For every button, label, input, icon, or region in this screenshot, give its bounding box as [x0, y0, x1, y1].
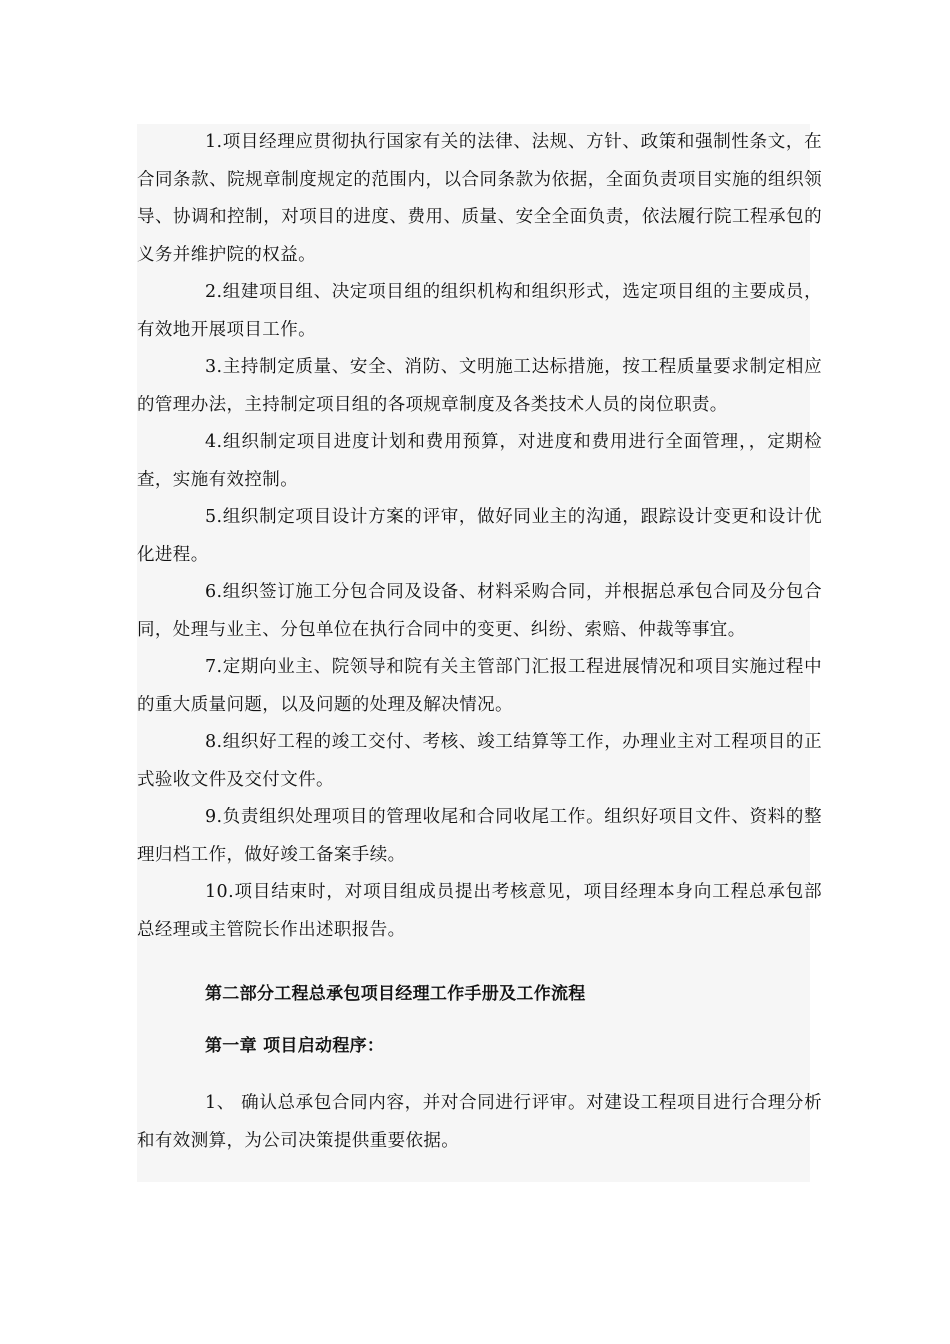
chapter-heading: 第一章 项目启动程序： — [205, 1036, 385, 1056]
paragraph-10: 10.项目结束时，对项目组成员提出考核意见，项目经理本身向工程总承包部总经理或主管院长作出述职报告。 — [137, 882, 822, 940]
paragraph-4: 4.组织制定项目进度计划和费用预算，对进度和费用进行全面管理，，定期检查，实施有效控制。 — [137, 432, 822, 490]
paragraph-7: 7.定期向业主、院领导和院有关主管部门汇报工程进展情况和项目实施过程中的重大质量问题，以及问题的处理及解决情况。 — [137, 657, 822, 715]
part-heading: 第二部分工程总承包项目经理工作手册及工作流程 — [205, 984, 586, 1004]
paragraph-9: 9.负责组织处理项目的管理收尾和合同收尾工作。组织好项目文件、资料的整理归档工作，做好竣工备案手续。 — [137, 807, 822, 865]
paragraph-1: 1.项目经理应贯彻执行国家有关的法律、法规、方针、政策和强制性条文，在合同条款、院规章制度规定的范围内，以合同条款为依据，全面负责项目实施的组织领导、协调和控制，对项目的进度、费用、质量、安全全面负责，依法履行院工程承包的义务并维护院的权益。 — [137, 132, 822, 265]
paragraph-3: 3.主持制定质量、安全、消防、文明施工达标措施，按工程质量要求制定相应的管理办法，主持制定项目组的各项规章制度及各类技术人员的岗位职责。 — [137, 357, 822, 415]
paragraph-2: 2.组建项目组、决定项目组的组织机构和组织形式，选定项目组的主要成员，有效地开展项目工作。 — [137, 282, 822, 340]
paragraph-8: 8.组织好工程的竣工交付、考核、竣工结算等工作，办理业主对工程项目的正式验收文件及交付文件。 — [137, 732, 822, 790]
paragraph-6: 6.组织签订施工分包合同及设备、材料采购合同，并根据总承包合同及分包合同，处理与业主、分包单位在执行合同中的变更、纠纷、索赔、仲裁等事宜。 — [137, 582, 822, 640]
paragraph-5: 5.组织制定项目设计方案的评审，做好同业主的沟通，跟踪设计变更和设计优化进程。 — [137, 507, 822, 565]
chapter-paragraph-1: 1、 确认总承包合同内容，并对合同进行评审。对建设工程项目进行合理分析和有效测算，为公司决策提供重要依据。 — [137, 1093, 822, 1151]
document-body — [137, 124, 822, 1160]
